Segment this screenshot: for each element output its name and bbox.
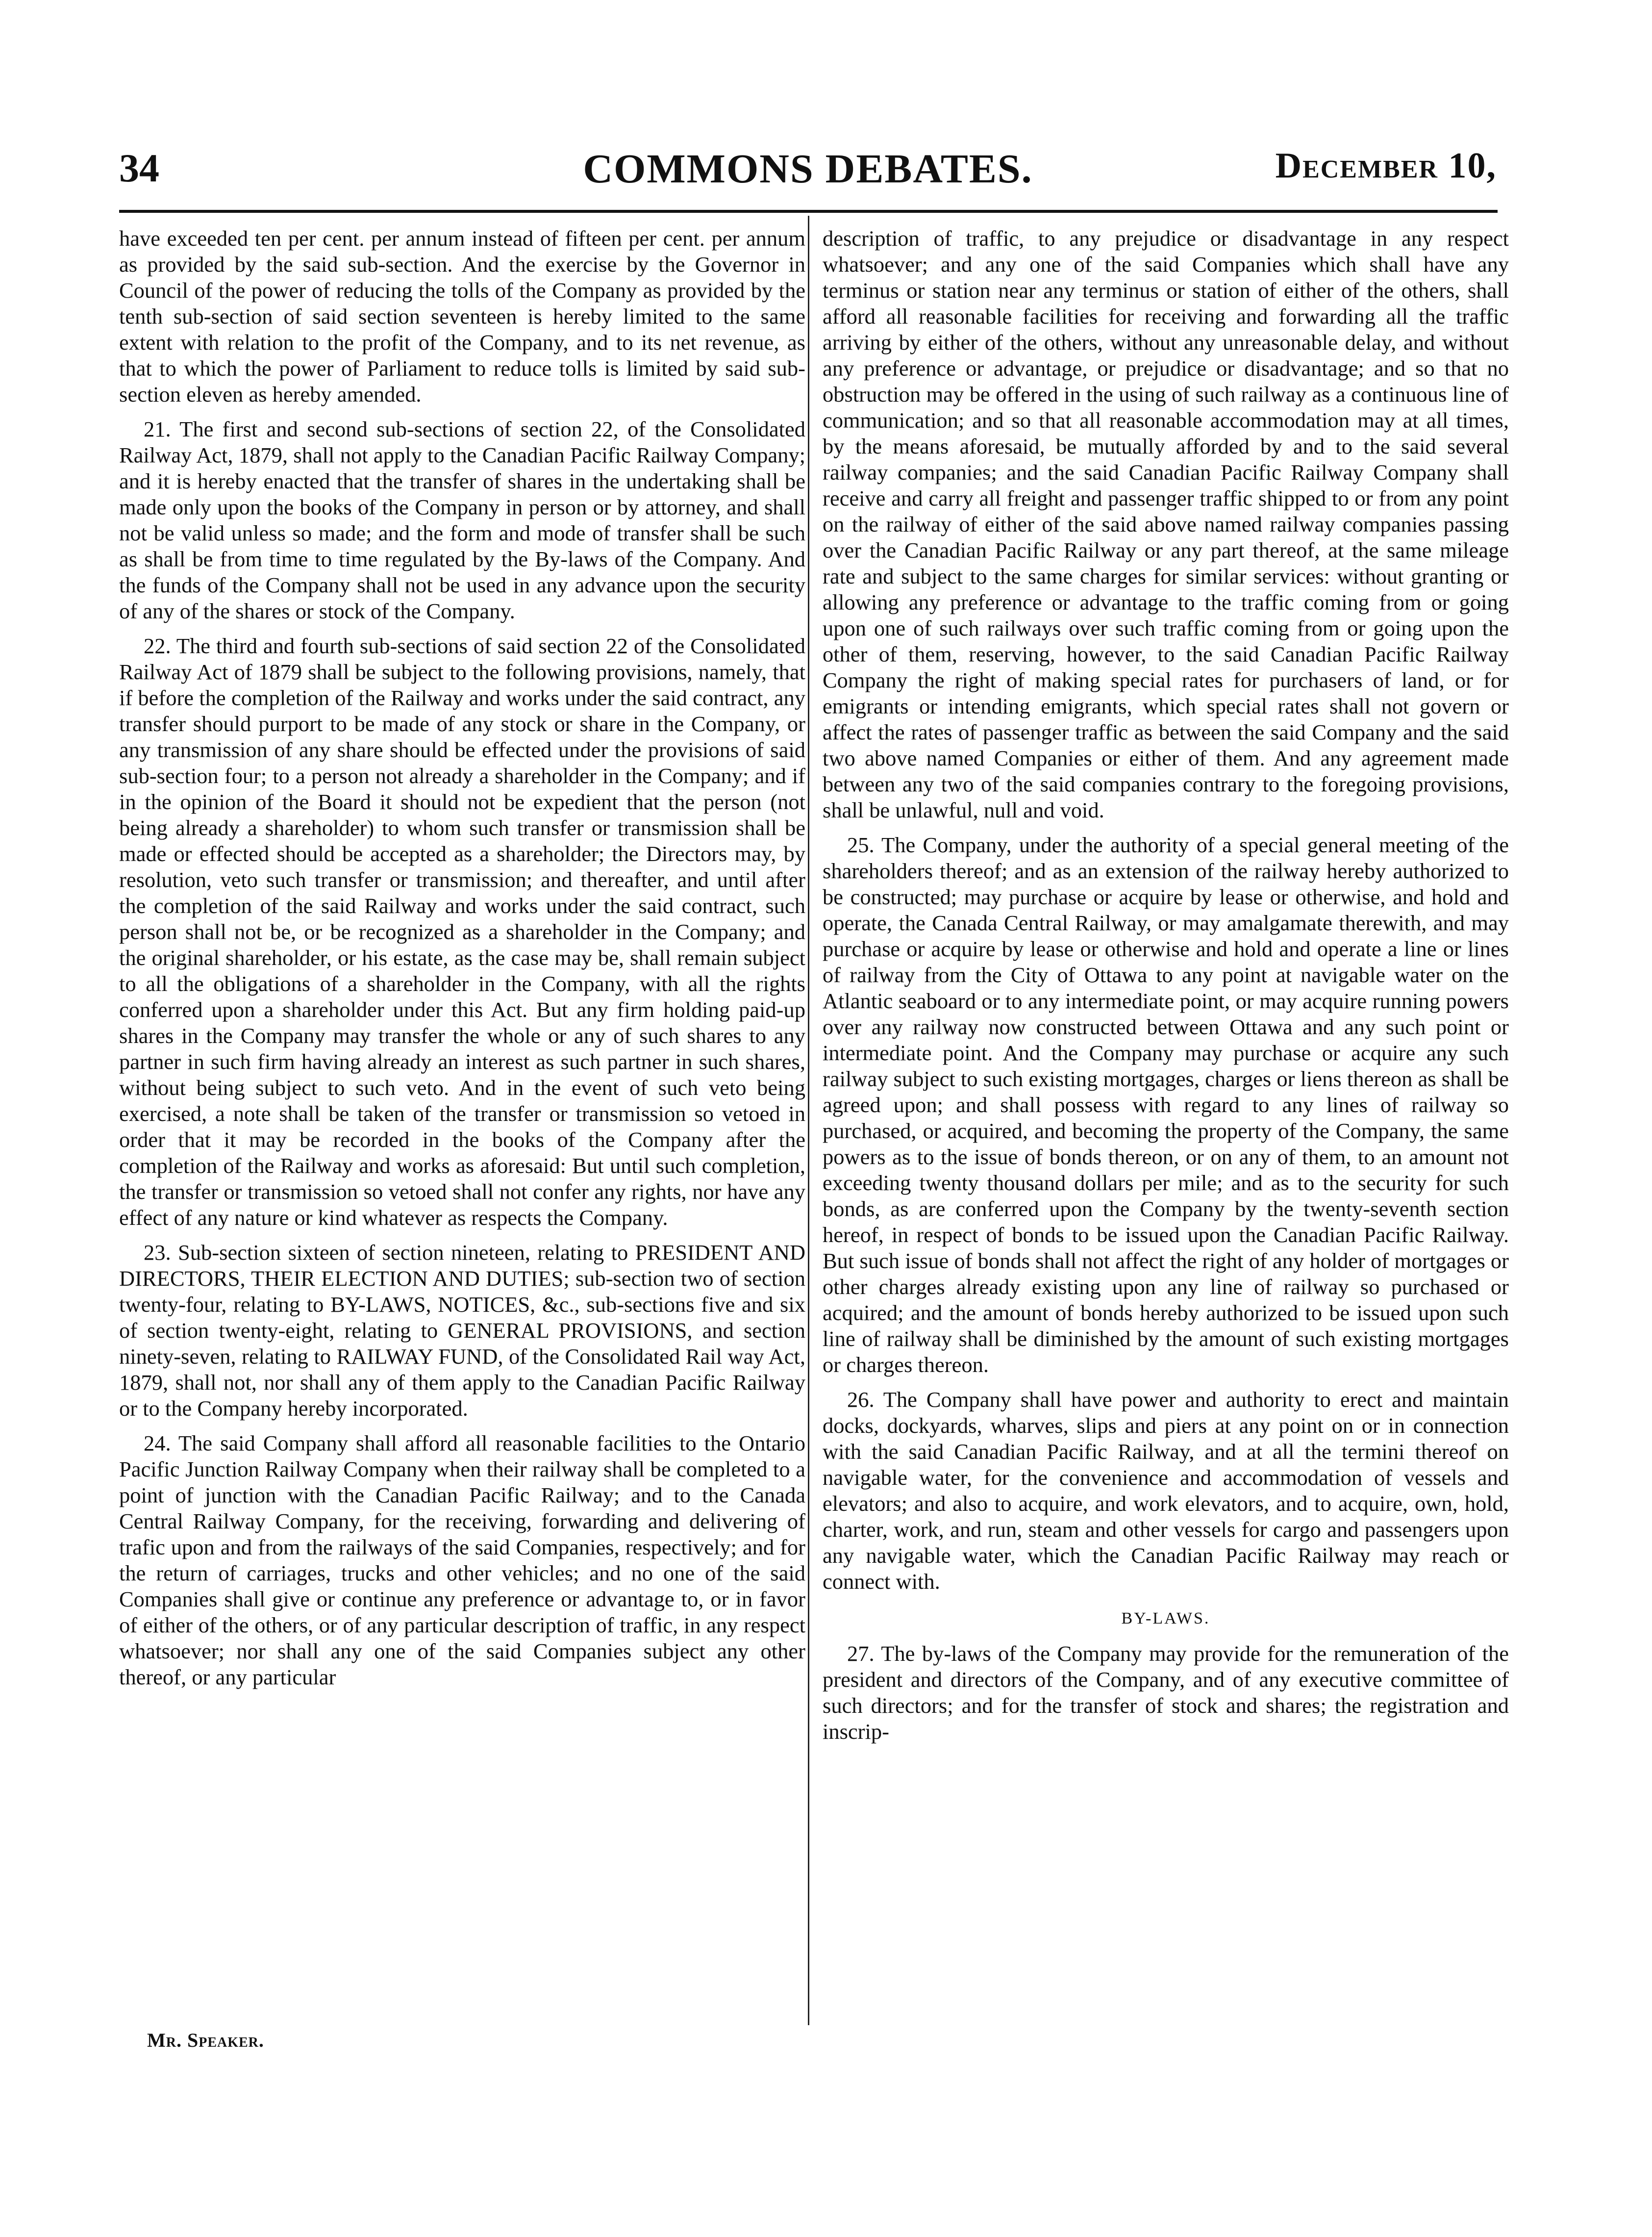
header-rule xyxy=(119,210,1498,213)
speaker-footer: Mr. Speaker. xyxy=(147,2029,264,2051)
page-header xyxy=(119,145,1497,199)
section-24-paragraph: 24. The said Company shall afford all reasonable facilities to the Ontario Pacific Junction Railway Company when their railway shall be completed to a point of junction with the Canadian Pacific Railway; and to the Canada Central Railway Company, for the receiving, forwarding and delivering of trafic upon and from the railways of the said Companies, respectively; and for the return of carriages, trucks and other vehicles; and no one of the said Companies shall give or continue any preference or advantage to, or in favor of either of the others, or of any particular description of traffic, in any respect whatsoever; nor shall any one of the said Companies subject any other thereof, or any particular xyxy=(119,1431,805,1689)
section-23-paragraph: 23. Sub-section sixteen of section nineteen, relating to PRESIDENT AND DIRECTORS, THEIR ELECTION AND DUTIES; sub-section two of section twenty-four, relating to BY-LAWS, NOTICES, &c., sub-sections five and six of section twenty-eight, relating to GENERAL PROVISIONS, and section ninety-seven, relating to RAILWAY FUND, of the Consolidated Rail way Act, 1879, shall not, nor shall any of them apply to the Canadian Pacific Railway or to the Company hereby incorporated. xyxy=(119,1240,805,1421)
section-26-paragraph: 26. The Company shall have power and authority to erect and maintain docks, dockyards, wharves, slips and piers at any point on or in connection with the said Canadian Pacific Railway, and at all the termini thereof on navigable water, for the convenience and accommodation of vessels and elevators; and also to acquire, and work elevators, and to acquire, own, hold, charter, work, and run, steam and other vessels for cargo and passengers upon any navigable water, which the Canadian Pacific Railway may reach or connect with. xyxy=(823,1387,1509,1594)
header-date: December 10, xyxy=(1275,146,1497,186)
right-paragraph-1: description of traffic, to any prejudice or disadvantage in any respect whatsoever; and any one of the said Companies which shall have any terminus or station near any terminus or station of either of the others, shall afford all reasonable facilities for receiving and forwarding all the traffic arriving by either of the others, without any unreasonable delay, and without any preference or advantage, or prejudice or disadvantage; and so that no obstruction may be offered in the using of such railway as a continuous line of communication; and so that all reasonable accommodation may at all times, by the means aforesaid, be mutually afforded by and to the said several railway companies; and the said Canadian Pacific Railway Company shall receive and carry all freight and passenger traffic shipped to or from any point on the railway of either of the said above named railway companies passing over the Canadian Pacific Railway or any part thereof, at the same mileage rate and subject to the same charges for similar services: without granting or allowing any preference or advantage to the traffic coming from or going upon one of such railways over such traffic coming from or going upon the other of them, reserving, however, to the said Canadian Pacific Railway Company the right of making special rates for purchasers of land, or for emigrants or intending emigrants, which special rates shall not govern or affect the rates of passenger traffic as between the said Company and the said two above named Companies or either of them. And any agreement made between any two of the said companies contrary to the foregoing provisions, shall be unlawful, null and void. xyxy=(823,226,1509,822)
right-column xyxy=(823,226,1509,1745)
column-divider xyxy=(808,216,809,2025)
section-21-paragraph: 21. The first and second sub-sections of section 22, of the Consolidated Railway Act, 1879, shall not apply to the Canadian Pacific Railway Company; and it is hereby enacted that the transfer of shares in the undertaking shall be made only upon the books of the Company in person or by attorney, and shall not be valid unless so made; and the form and mode of transfer shall be such as shall be from time to time regulated by the By-laws of the Company. And the funds of the Company shall not be used in any advance upon the security of any of the shares or stock of the Company. xyxy=(119,417,805,623)
running-title: COMMONS DEBATES. xyxy=(583,146,1033,192)
section-22-paragraph: 22. The third and fourth sub-sections of said section 22 of the Consolidated Railway Act of 1879 shall be subject to the following provisions, namely, that if before the completion of the Railway and works under the said contract, any transfer should purport to be made of any stock or share in the Company, or any transmission of any share should be effected under the provisions of said sub-section four; to a person not already a shareholder in the Company; and if in the opinion of the Board it should not be expedient that the person (not being already a shareholder) to whom such transfer or transmission shall be made or effected should be accepted as a shareholder; the Directors may, by resolution, veto such transfer or transmission; and thereafter, and until after the completion of the said Railway and works under the said contract, such person shall not be, or be recognized as a shareholder in the Company; and the original shareholder, or his estate, as the case may be, shall remain subject to all the obligations of a shareholder in the Company, with all the rights conferred upon a shareholder under this Act. But any firm holding paid-up shares in the Company may transfer the whole or any of such shares to any partner in such firm having already an interest as such partner in such shares, without being subject to such veto. And in the event of such veto being exercised, a note shall be taken of the transfer or transmission so vetoed in order that it may be recorded in the books of the Company after the completion of the Railway and works as aforesaid: But until such completion, the transfer or transmission so vetoed shall not confer any rights, nor have any effect of any nature or kind whatever as respects the Company. xyxy=(119,634,805,1230)
page-number: 34 xyxy=(119,146,159,190)
left-paragraph-1: have exceeded ten per cent. per annum instead of fifteen per cent. per annum as provided by the said sub-section. And the exercise by the Governor in Council of the power of reducing the tolls of the Company as provided by the tenth sub-section of said section seventeen is hereby limited to the same extent with relation to the profit of the Company, and to its net revenue, as that to which the power of Parliament to reduce tolls is limited by said sub-section eleven as hereby amended. xyxy=(119,226,805,407)
left-column xyxy=(119,226,805,1690)
section-25-paragraph: 25. The Company, under the authority of a special general meeting of the shareholders thereof; and as an extension of the railway hereby authorized to be constructed; may purchase or acquire by lease or otherwise, and hold and operate, the Canada Central Railway, or may amalgamate therewith, and may purchase or acquire by lease or otherwise and hold and operate a line or lines of railway from the City of Ottawa to any point at navigable water on the Atlantic seaboard or to any intermediate point, or may acquire running powers over any railway now constructed between Ottawa and any such point or intermediate point. And the Company may purchase or acquire any such railway subject to such existing mortgages, charges or liens thereon as shall be agreed upon; and shall possess with regard to any lines of railway so purchased, or acquired, and becoming the property of the Company, the same powers as to the issue of bonds thereon, or on any of them, to an amount not exceeding twenty thousand dollars per mile; and as to the security for such bonds, as are conferred upon the Company by the twenty-seventh section hereof, in respect of bonds to be issued upon the Canadian Pacific Railway. But such issue of bonds shall not affect the right of any holder of mortgages or other charges already existing upon any line of railway so purchased or acquired; and the amount of bonds hereby authorized to be issued upon such line of railway shall be diminished by the amount of such existing mortgages or charges thereon. xyxy=(823,833,1509,1377)
section-27-paragraph: 27. The by-laws of the Company may provide for the remuneration of the president and directors of the Company, and of any executive committee of such directors; and for the transfer of stock and shares; the registration and inscrip- xyxy=(823,1641,1509,1744)
by-laws-heading: BY-LAWS. xyxy=(1121,1609,1210,1627)
